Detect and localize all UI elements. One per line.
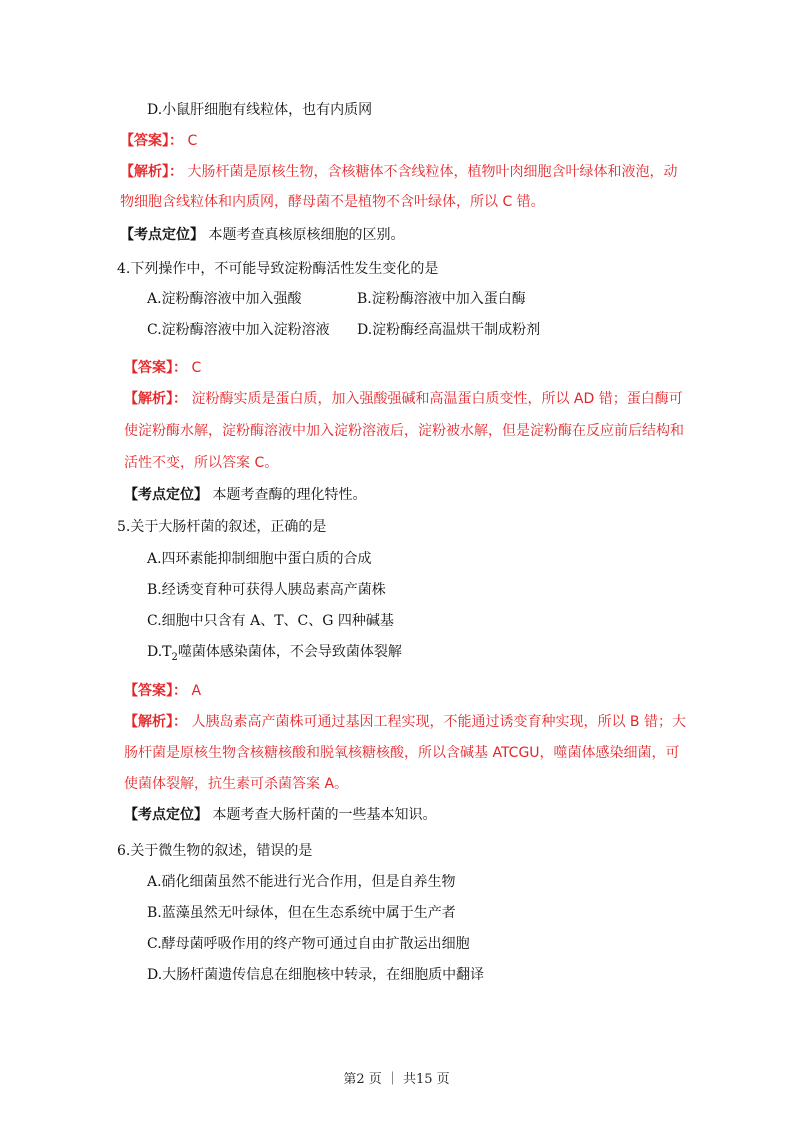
- q4-analysis-line-2: 使淀粉酶水解，淀粉酶溶液中加入淀粉溶液后，淀粉被水解，但是淀粉酶在反应前后结构和: [124, 423, 684, 439]
- q4-option-a: A.淀粉酶溶液中加入强酸: [147, 291, 302, 307]
- point-tag: 【考点定位】: [120, 227, 204, 243]
- analysis-text: 人胰岛素高产菌株可通过基因工程实现，不能通过诱变育种实现，所以 B 错；大: [191, 714, 686, 730]
- q3-analysis-line-1: [120, 162, 677, 182]
- q4-point: [124, 485, 366, 505]
- q3-point: [120, 225, 404, 245]
- answer-value: C: [187, 133, 198, 149]
- option-d-prefix: D.T: [147, 644, 172, 660]
- point-text: 本题考查酶的理化特性。: [212, 487, 367, 503]
- q4-analysis-line-3: 活性不变，所以答案 C。: [124, 455, 279, 471]
- q4-stem: 4.下列操作中，不可能导致淀粉酶活性发生变化的是: [117, 261, 439, 277]
- answer-value: C: [191, 360, 202, 376]
- page-footer: 第2 页 ｜ 共15 页: [343, 1072, 450, 1087]
- analysis-text: 大肠杆菌是原核生物，含核糖体不含线粒体，植物叶肉细胞含叶绿体和液泡，动: [187, 164, 678, 180]
- answer-tag: 【答案】：: [120, 133, 183, 149]
- q4-answer: [124, 358, 201, 378]
- q6-option-d: D.大肠杆菌遗传信息在细胞核中转录，在细胞质中翻译: [147, 967, 485, 983]
- subscript: 2: [171, 651, 178, 663]
- q6-option-c: C.酵母菌呼吸作用的终产物可通过自由扩散运出细胞: [147, 936, 470, 952]
- point-tag: 【考点定位】: [124, 487, 208, 503]
- q5-option-c: C.细胞中只含有 A、T、C、G 四种碱基: [147, 613, 394, 629]
- point-text: 本题考查真核原核细胞的区别。: [208, 227, 405, 243]
- q5-analysis-line-2: 肠杆菌是原核生物含核糖核酸和脱氧核糖核酸，所以含碱基 ATCGU，噬菌体感染细菌，可: [124, 745, 680, 761]
- answer-value: A: [191, 683, 202, 699]
- q4-option-b: B.淀粉酶溶液中加入蛋白酶: [357, 291, 526, 307]
- q5-point: [124, 805, 436, 825]
- point-tag: 【考点定位】: [124, 807, 208, 823]
- answer-tag: 【答案】：: [124, 683, 187, 699]
- q6-stem: 6.关于微生物的叙述，错误的是: [117, 843, 313, 859]
- q3-option-d: D.小鼠肝细胞有线粒体，也有内质网: [147, 102, 373, 118]
- q3-answer: [120, 131, 197, 151]
- q5-answer: [124, 681, 201, 701]
- q4-analysis-line-1: [124, 389, 683, 409]
- q5-analysis-line-3: 使菌体裂解，抗生素可杀菌答案 A。: [124, 776, 349, 792]
- q5-stem: 5.关于大肠杆菌的叙述，正确的是: [117, 519, 327, 535]
- q6-option-b: B.蓝藻虽然无叶绿体，但在生态系统中属于生产者: [147, 905, 456, 921]
- q5-option-a: A.四环素能抑制细胞中蛋白质的合成: [147, 551, 372, 567]
- q4-option-c: C.淀粉酶溶液中加入淀粉溶液: [147, 322, 330, 338]
- analysis-tag: 【解析】：: [124, 391, 187, 407]
- q5-option-b: B.经诱变育种可获得人胰岛素高产菌株: [147, 582, 386, 598]
- analysis-tag: 【解析】：: [120, 164, 183, 180]
- answer-tag: 【答案】：: [124, 360, 187, 376]
- q6-option-a: A.硝化细菌虽然不能进行光合作用，但是自养生物: [147, 874, 456, 890]
- q5-option-d: [147, 642, 402, 668]
- option-d-suffix: 噬菌体感染菌体，不会导致菌体裂解: [177, 644, 402, 660]
- q4-option-d: D.淀粉酶经高温烘干制成粉剂: [357, 322, 541, 338]
- analysis-tag: 【解析】：: [124, 714, 187, 730]
- q3-analysis-line-2: 物细胞含线粒体和内质网，酵母菌不是植物不含叶绿体，所以 C 错。: [120, 194, 545, 210]
- analysis-text: 淀粉酶实质是蛋白质，加入强酸强碱和高温蛋白质变性，所以 AD 错；蛋白酶可: [191, 391, 683, 407]
- q5-analysis-line-1: [124, 712, 686, 732]
- point-text: 本题考查大肠杆菌的一些基本知识。: [212, 807, 437, 823]
